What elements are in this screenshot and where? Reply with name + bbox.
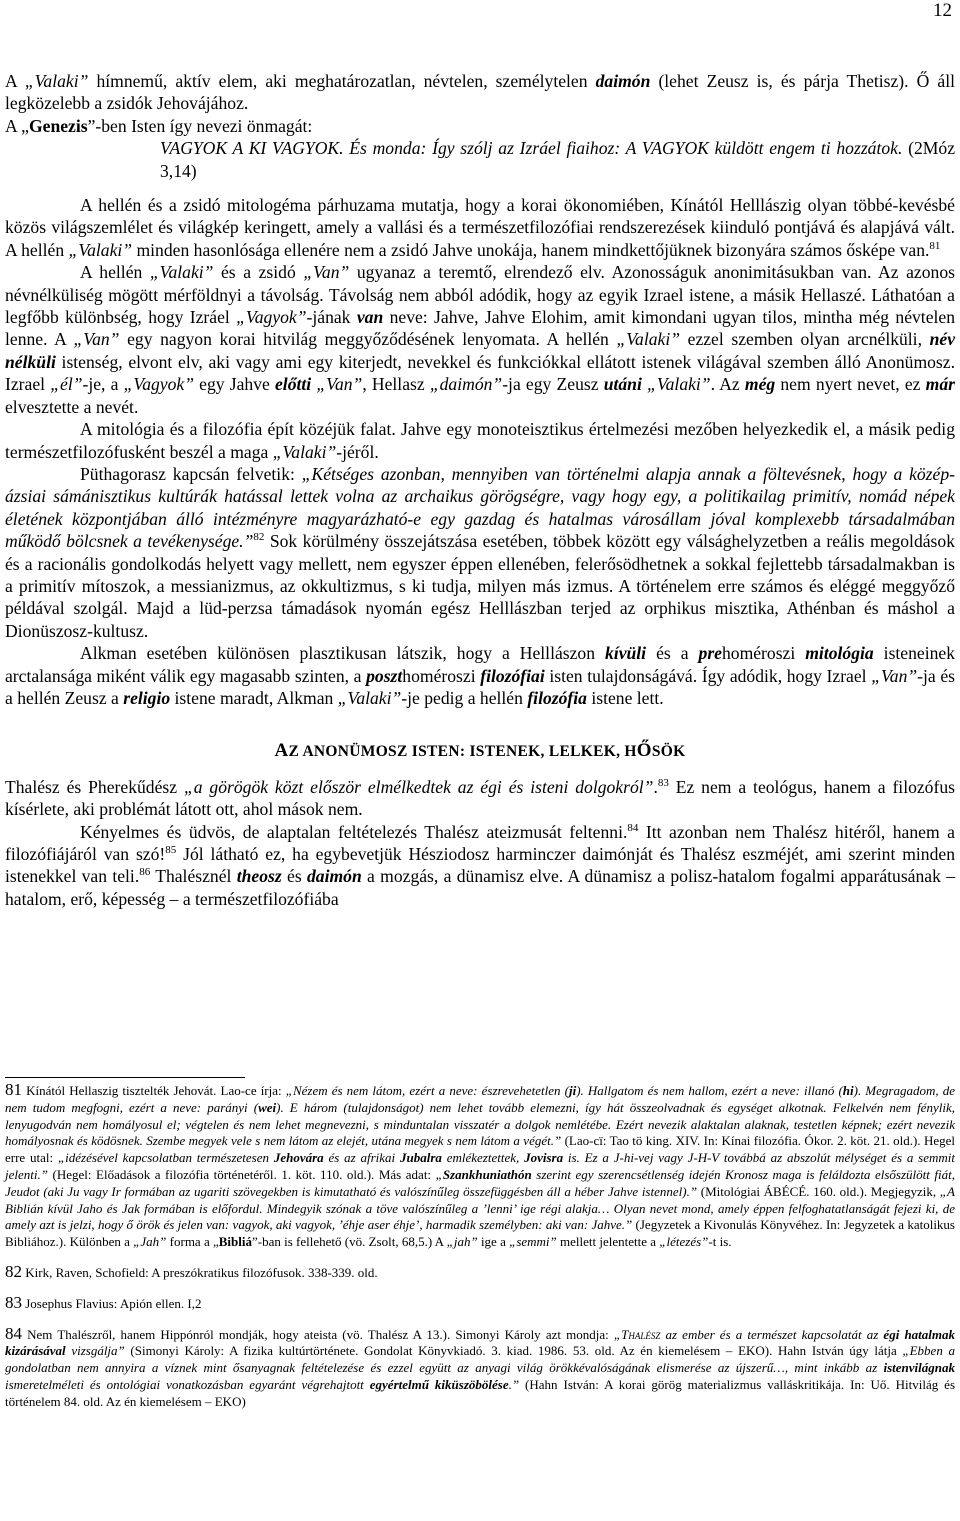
footnote-number: 81 [5, 1080, 22, 1099]
footnote-number: 82 [5, 1261, 22, 1281]
page-number: 12 [933, 0, 952, 21]
paragraph-8: Alkman esetében különösen plasztikusan látszik, hogy a Helllászon kívüli és a prehoméroszi mitológia isteneinek arctalansága miként válik egy magasabb szinten, a poszthoméroszi filozófiai isten tulajdonságává. Így adódik, hogy Izrael „Van”-ja és a hellén Zeusz a religio istene maradt, Alkman „Valaki”-je pedig a hellén filozófia istene lett. [5, 643, 956, 708]
paragraph-5: A hellén „Valaki” és a zsidó „Van” ugyanaz a teremtő, elrendező elv. Azonosságuk anonimitásukban van. Az azonos névnélküliség mögött mérföldnyi a távolság. Távolság nem abból adódik, hogy az egyik Izrael istene, a másik Hellaszé. Láthatóan a legfőbb különbség, hogy Izráel „Vagyok”-jának van neve: Jahve, Jahve Elohim, amit kimondani ugyan tilos, mintha még névtelen lenne. A „Van” egy nagyon korai hitvilág meggyőződésének lenyomata. A hellén „Valaki” ezzel szemben olyan arcnélküli, név nélküli istenség, elvont elv, aki vagy ami egy kiterjedt, nevekkel és funkciókkal ellátott istenek világával szemben álló Anonümosz. Izrael „él”-je, a „Vagyok” egy Jahve előtti „Van”, Hellasz „daimón”-ja egy Zeusz utáni „Valaki”. Az még nem nyert nevet, ez már elvesztette a nevét. [5, 262, 956, 417]
footnote-number: 84 [5, 1323, 22, 1343]
paragraph-6: A mitológia és a filozófia épít közéjük falat. Jahve egy monoteisztikus értelmezési mezőben helyezkedik el, a másik pedig természetfilozófusként beszél a maga „Valaki”-jéről. [5, 419, 955, 462]
paragraph-9: Thalész és Pherekűdész „a görögök közt először elmélkedtek az égi és isteni dolgokról”.$^{83}$ Ez nem a teológus, hanem a filozófus kísérlete, aki problémát látott ott, ahol mások nem. [5, 776, 955, 820]
footnote-divider [5, 1077, 245, 1078]
paragraph-1: A „Valaki” hímnemű, aktív elem, aki meghatározatlan, névtelen, személytelen daimón (lehet Zeusz is, és párja Thetisz). Ő áll legközelebb a zsidók Jehovájához. [5, 71, 956, 114]
bible-quote: VAGYOK A KI VAGYOK. És monda: Így szólj az Izráel fiaihoz: A VAGYOK küldött engem ti hozzátok. (2Móz 3,14) [160, 138, 955, 181]
paragraph-10: Kényelmes és üdvös, de alaptalan feltételezés Thalész ateizmusát feltenni.$^{84}$ Itt azonban nem Thalész hitéről, hanem a filozófiájáról van szó!$^{85}$ Jól látható ez, ha egybevetjük Hésziodosz harminczer daimónját és Thalész eszméjét, ami szerint minden istenekkel van teli.$^{86}$ Thalésznél theosz és daimón a mozgás, a dünamisz elve. A dünamisz a polisz-hatalom fogalmi apparátusának – hatalom, erő, képesség – a természetfilozófiába [5, 821, 956, 909]
paragraph-4: A hellén és a zsidó mitologéma párhuzama mutatja, hogy a korai ökonomiében, Kínától Helllászig olyan többé-kevésbé közös világszemlélet és világkép keringett, amely a vallási és a természetfilozófiai rendszerezések kiinduló pontjává és alapjává vált. A hellén „Valaki” minden hasonlósága ellenére nem a zsidó Jahve unokája, hanem mindkettőjüknek bizonyára számos ősképe van.$^{81}$ [5, 195, 955, 260]
paragraph-2: A „Genezis”-ben Isten így nevezi önmagát: [5, 115, 313, 136]
section-heading: AZ ANONÜMOSZ ISTEN: ISTENEK, LELKEK, HŐSÖK [274, 740, 686, 762]
main-text [5, 70, 955, 910]
footnotes [5, 1082, 955, 1411]
footnote-82: 82 Kirk, Raven, Schofield: A preszókratikus filozófusok. 338-339. old. [5, 1261, 378, 1281]
footnote-84: 84 Nem Thalészről, hanem Hippónról mondják, hogy ateista (vö. Thalész A 13.). Simonyi Károly azt mondja: „Thalész az ember és a természet kapcsolatát az égi hatalmak kizárásával vizsgálja” (Simonyi Károly: A fizika kultúrtörténete. Gondolat Könyvkiadó. 3. kiad. 1986. 53. old. Az én kiemelésem – EKO). Hahn István úgy látja „Ebben a gondolatban nem annyira a víznek mint ősanyagnak feltételezése és ezzel együtt az anyagi világ örökkévalóságának elismerése az újszerű…, mint inkább az istenvilágnak ismeretelméleti és ontológiai vonatkozásban egyaránt végrehajtott egyértelmű kiküszöbölése.” (Hahn István: A korai görög materializmus valláskritikája. In: Uő. Hitvilág és történelem 84. old. Az én kiemelésem – EKO) [5, 1323, 956, 1409]
paragraph-7: Püthagorasz kapcsán felvetik: „Kétséges azonban, mennyiben van történelmi alapja annak a föltevésnek, hogy a közép-ázsiai sámánisztikus kultúrák hatással lettek volna az archaikus görögségre, vagy hogy egy, a politikailag primitív, nomád népek életének központjában álló intézményre magyarázható-e egy gazdag és hatalmas városállam jóval komplexebb társadalmában működő bölcsnek a tevékenysége.”$^{82}$ Sok körülmény összejátszása esetében, többek között egy válsághelyzetben a reális megoldások és a racionális gondolkodás helyett vagy mellett, nem egyszer éppen ellenében, felerősödhetnek a sokkal fejlettebb társadalmakban is a primitív mítoszok, a messianizmus, az okkultizmus, s ki tudja, milyen más izmus. A történelem erre számos és eléggé meggyőző példával szolgál. Majd a lüd-perzsa támadások nyomán egész Helllászban terjed az orphikus misztika, Athénban és máshol a Dionüszosz-kultusz. [5, 463, 955, 641]
footnote-81: 81 Kínától Hellaszig tisztelték Jehovát. Lao-ce írja: „Nézem és nem látom, ezért a neve: észrevehetetlen (ji). Hallgatom és nem hallom, ezért a neve: illanó (hi). Megragadom, de nem tudom megfogni, ezért a neve: parányi (wei). E három (tulajdonságot) nem lehet tovább elemezni, így hát összeolvadnak és egységet alkotnak. Felkelvén nem fénylik, lenyugodván nem homályosul el; végtelen és nem lehet megnevezni, s minduntalan visszatér a dolgok nemlétébe. Ezért nevezik alaktalan alaknak, testetlen képnek; ezért nevezik homályosnak és ködösnek. Szembe megyek vele s nem látom az elejét, utána megyek s nem látom a végét.” (Lao-cï: Tao tö king. XIV. In: Kínai filozófia. Ókor. 2. köt. 21. old.). Hegel erre utal: „idézésével kapcsolatban természetesen Jehovára és az afrikai Jubalra emlékeztettek, Jovisra is. Ez a J-hi-vej vagy J-H-V továbbá az abszolút mélységet és a semmit jelenti.” (Hegel: Előadások a filozófia történetéről. 1. köt. 110. old.). Más adat: „Szankhuniathón szerint egy szerencsétlenség idején Kronosz maga is feláldozta elsőszülött fiát, Jeudot (aki Ju vagy Ir formában az ugariti szövegekben is kimutatható és valószínűleg összefüggésben áll a héber Jahve istennel).” (Mitológiai ÁBÉCÉ. 160. old.). Megjegyzik, „A Biblián kívül Jaho és Jak formában is előfordul. Mindegyik szónak a töve valószínűleg a ’lenni’ ige régi alakja… Olyan nevet mond, amely éppen felfoghatatlanságát fejezi ki, de amely azt is jelzi, hogy ő örök és jelen van: vagyok, aki vagyok, ’éhje aser éhje’, harmadik személyben: aki van: Jahve.” (Jegyzetek a Kivonulás Könyvéhez. In: Jegyzetek a katolikus Bibliához.). Különben a „Jah” forma a „Bibliá”-ban is fellehető (vö. Zsolt, 68,5.) A „jah” ige a „semmi” mellett jelentette a „létezés”-t is. [5, 1080, 956, 1250]
footnote-number: 83 [5, 1292, 22, 1312]
footnote-83: 83 Josephus Flavius: Apión ellen. I,2 [5, 1292, 202, 1312]
